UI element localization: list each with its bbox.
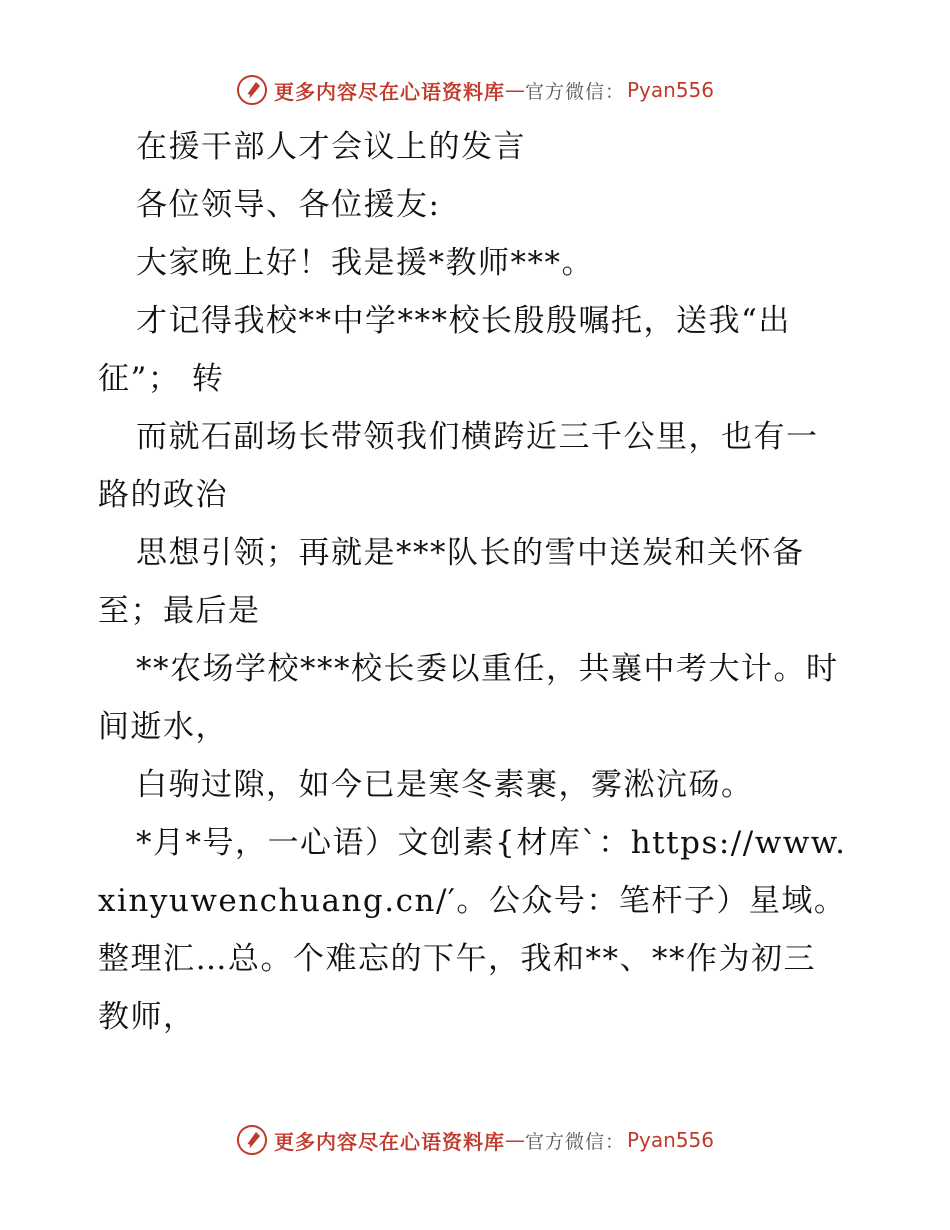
- banner-wechat-id: Pyan556: [627, 1128, 715, 1152]
- pen-nib-icon: [236, 1124, 268, 1156]
- pen-nib-icon: [236, 74, 268, 106]
- header-watermark-banner: [0, 70, 950, 110]
- banner-main-text: 更多内容尽在心语资料库: [273, 79, 505, 104]
- document-body: [98, 118, 848, 1046]
- salutation: 各位领导、各位援友:: [136, 187, 441, 223]
- banner-dash: —: [504, 78, 525, 102]
- banner-official-label: 官方微信：: [524, 80, 625, 103]
- body-paragraph: 白驹过隙，如今已是寒冬素裹，雾淞沆砀。: [136, 767, 754, 803]
- banner-dash: —: [504, 1128, 525, 1152]
- body-paragraph: 才记得我校**中学***校长殷殷嘱托，送我“出征”； 转: [98, 303, 791, 397]
- banner-official-label: 官方微信：: [524, 1130, 625, 1153]
- banner-main-text: 更多内容尽在心语资料库: [273, 1129, 505, 1154]
- banner-wechat-id: Pyan556: [627, 78, 715, 102]
- body-paragraph: *月*号，一心语）文创素{材库`：https://www.xinyuwenchuang.cn/′。公众号：笔杆子）星域。整理汇…总。个难忘的下午，我和**、**作为初三教师，: [98, 825, 847, 1035]
- footer-watermark-banner: [0, 1120, 950, 1160]
- body-paragraph: **农场学校***校长委以重任，共襄中考大计。时间逝水，: [98, 651, 839, 745]
- document-title: 在援干部人才会议上的发言: [136, 129, 526, 165]
- greeting-paragraph: 大家晚上好！我是援*教师***。: [136, 245, 594, 281]
- body-paragraph: 思想引领；再就是***队长的雪中送炭和关怀备至；最后是: [98, 535, 805, 629]
- body-paragraph: 而就石副场长带领我们横跨近三千公里，也有一路的政治: [98, 419, 819, 513]
